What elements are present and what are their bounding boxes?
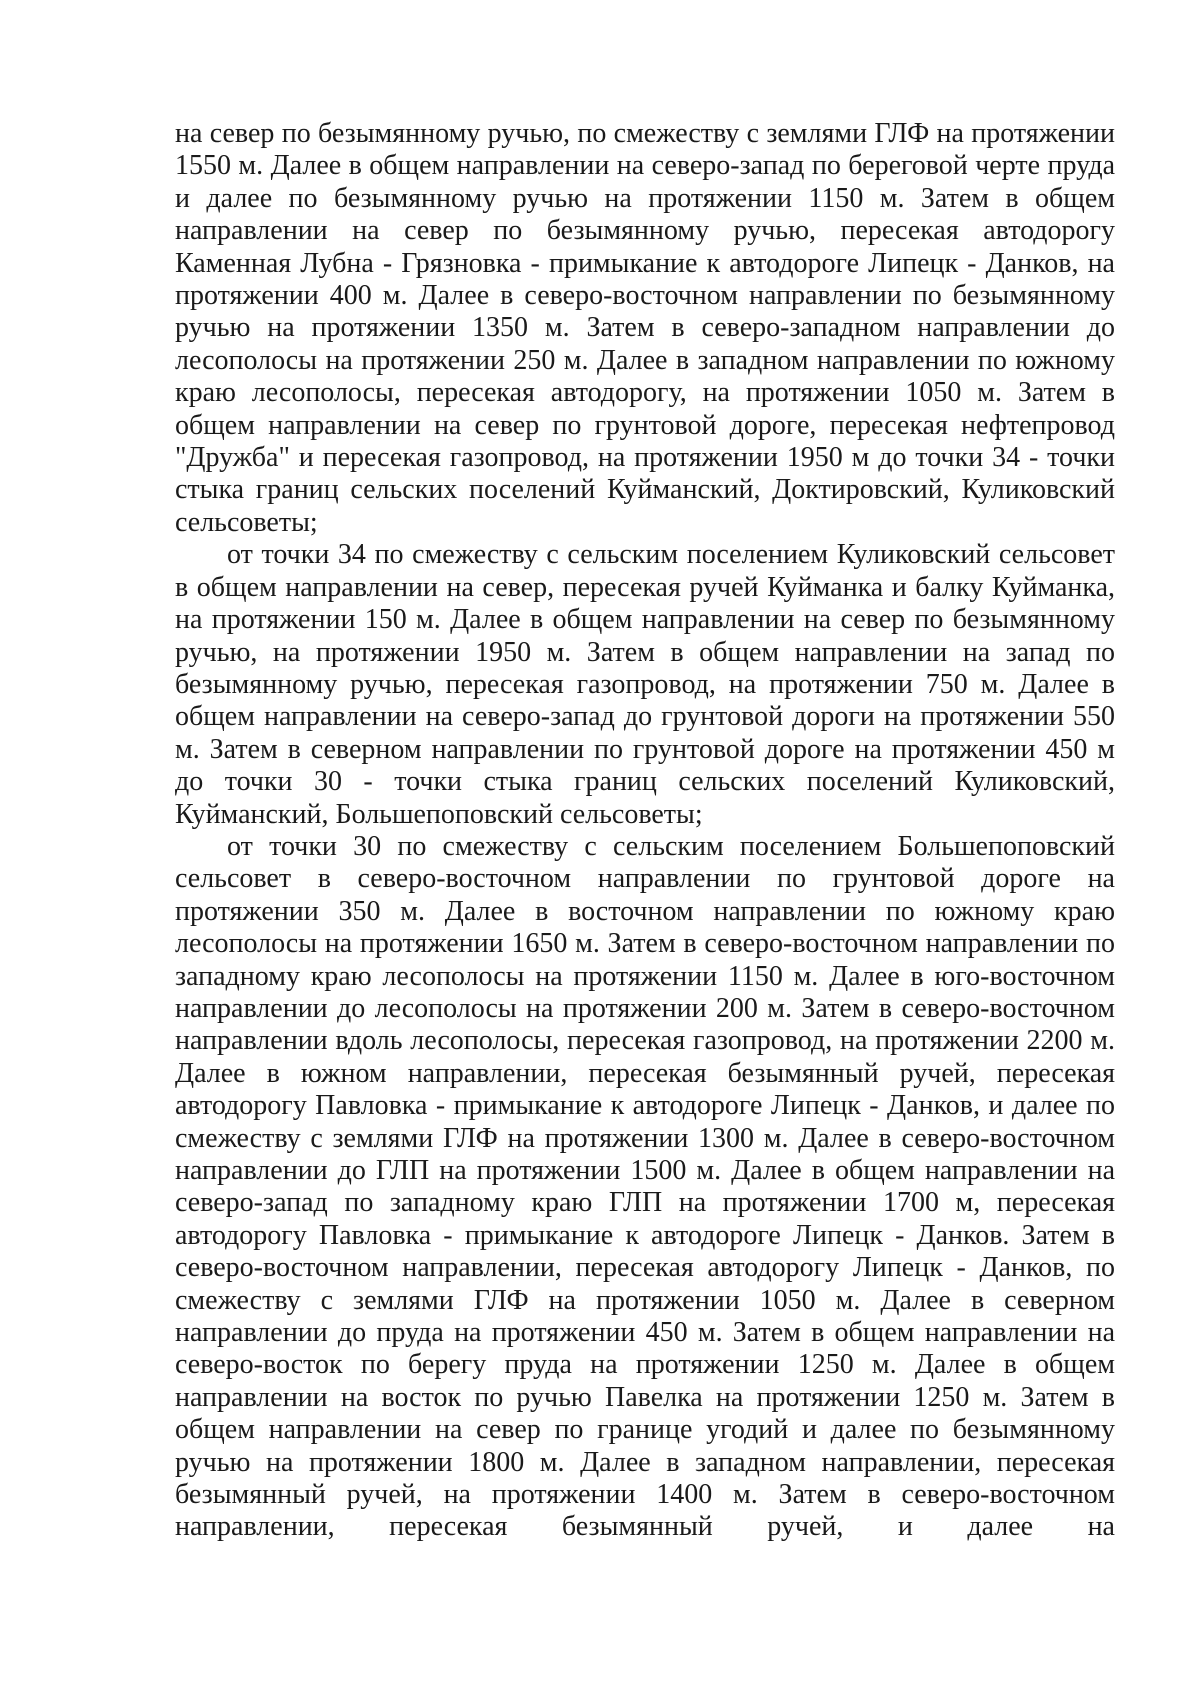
paragraph-continuation: на север по безымянному ручью, по смежеству с землями ГЛФ на протяжении 1550 м. Далее в общем направлении на северо-запад по береговой черте пруда и далее по безымянному ручью на протяжении 1150 м. Затем в общем направлении на север по безымянному ручью, пересекая автодорогу Каменная Лубна - Грязновка - примыкание к автодороге Липецк - Данков, на протяжении 400 м. Далее в северо-восточном направлении по безымянному ручью на протяжении 1350 м. Затем в северо-западном направлении до лесополосы на протяжении 250 м. Далее в западном направлении по южному краю лесополосы, пересекая автодорогу, на протяжении 1050 м. Затем в общем направлении на север по грунтовой дороге, пересекая нефтепровод "Дружба" и пересекая газопровод, на протяжении 1950 м до точки 34 - точки стыка границ сельских поселений Куйманский, Доктировский, Куликовский сельсоветы; xyxy=(175,118,1115,538)
paragraph-point-34: от точки 34 по смежеству с сельским поселением Куликовский сельсовет в общем направлении на север, пересекая ручей Куйманка и балку Куйманка, на протяжении 150 м. Далее в общем направлении на север по безымянному ручью, на протяжении 1950 м. Затем в общем направлении на запад по безымянному ручью, пересекая газопровод, на протяжении 750 м. Далее в общем направлении на северо-запад до грунтовой дороги на протяжении 550 м. Затем в северном направлении по грунтовой дороге на протяжении 450 м до точки 30 - точки стыка границ сельских поселений Куликовский, Куйманский, Большепоповский сельсоветы; xyxy=(175,539,1115,830)
document-body xyxy=(175,118,1115,1544)
paragraph-point-30: от точки 30 по смежеству с сельским поселением Большепоповский сельсовет в северо-восточном направлении по грунтовой дороге на протяжении 350 м. Далее в восточном направлении по южному краю лесополосы на протяжении 1650 м. Затем в северо-восточном направлении по западному краю лесополосы на протяжении 1150 м. Далее в юго-восточном направлении до лесополосы на протяжении 200 м. Затем в северо-восточном направлении вдоль лесополосы, пересекая газопровод, на протяжении 2200 м. Далее в южном направлении, пересекая безымянный ручей, пересекая автодорогу Павловка - примыкание к автодороге Липецк - Данков, и далее по смежеству с землями ГЛФ на протяжении 1300 м. Далее в северо-восточном направлении до ГЛП на протяжении 1500 м. Далее в общем направлении на северо-запад по западному краю ГЛП на протяжении 1700 м, пересекая автодорогу Павловка - примыкание к автодороге Липецк - Данков. Затем в северо-восточном направлении, пересекая автодорогу Липецк - Данков, по смежеству с землями ГЛФ на протяжении 1050 м. Далее в северном направлении до пруда на протяжении 450 м. Затем в общем направлении на северо-восток по берегу пруда на протяжении 1250 м. Далее в общем направлении на восток по ручью Павелка на протяжении 1250 м. Затем в общем направлении на север по границе угодий и далее по безымянному ручью на протяжении 1800 м. Далее в западном направлении, пересекая безымянный ручей, на протяжении 1400 м. Затем в северо-восточном направлении, пересекая безымянный ручей, и далее на xyxy=(175,830,1115,1543)
